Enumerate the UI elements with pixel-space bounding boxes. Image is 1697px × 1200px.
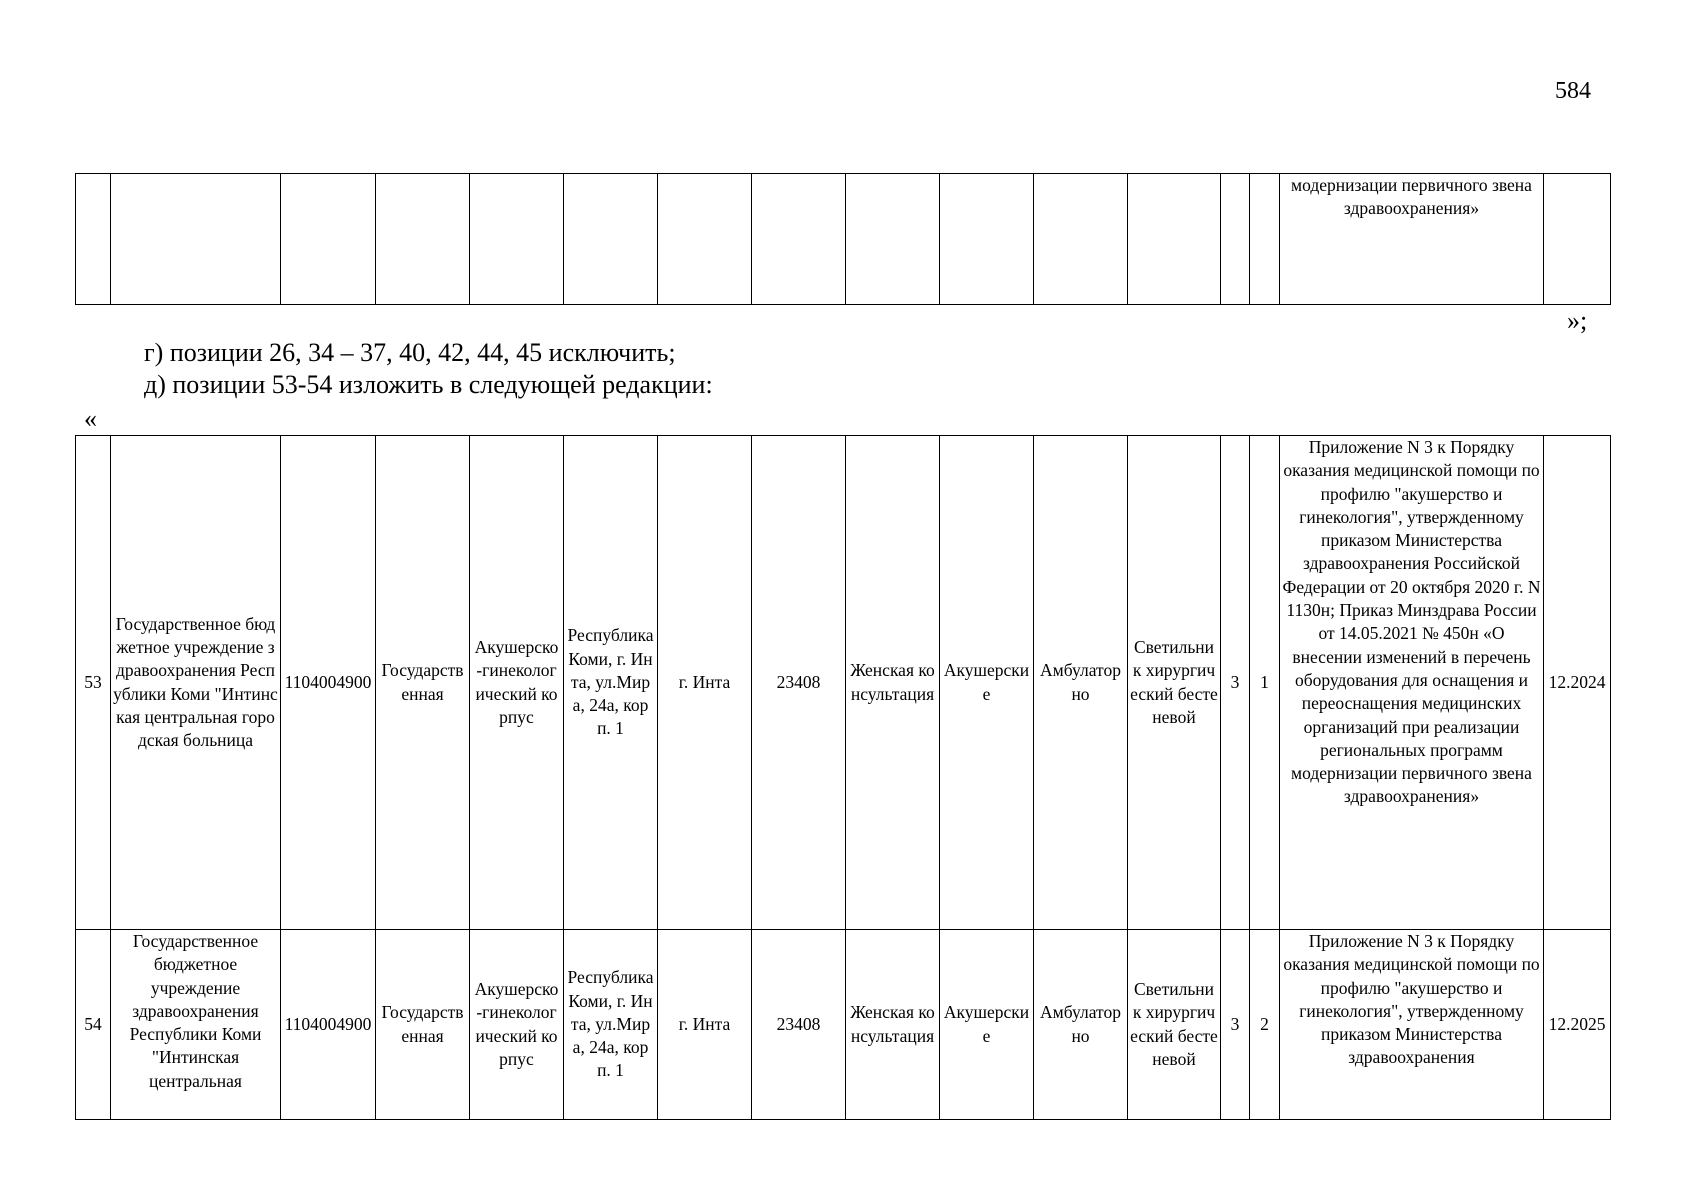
cell-code: 1104004900 <box>281 436 376 930</box>
closing-quote: »; <box>1567 306 1588 335</box>
cell-unit: Женская консультация <box>846 436 940 930</box>
cell-city <box>658 174 752 305</box>
cell-num: 54 <box>76 930 111 1120</box>
cell-qty2: 2 <box>1250 930 1280 1120</box>
equipment-table <box>75 435 1611 1120</box>
cell-care-type: Амбулаторно <box>1034 436 1128 930</box>
cell-unit <box>846 174 940 305</box>
cell-qty1: 3 <box>1221 436 1250 930</box>
cell-document: модернизации первичного звена здравоохранения» <box>1280 174 1544 305</box>
cell-org: Государственное бюджетное учреждение здравоохранения Республики Коми "Интинская центральная городская больница <box>111 436 281 930</box>
page-number: 584 <box>1555 78 1591 104</box>
cell-address: Республика Коми, г. Инта, ул.Мира, 24а, корп. 1 <box>564 930 658 1120</box>
cell-ownership: Государственная <box>376 930 470 1120</box>
cell-code: 1104004900 <box>281 930 376 1120</box>
cell-oktmo <box>752 174 846 305</box>
cell-building <box>470 174 564 305</box>
cell-equipment <box>1128 174 1221 305</box>
table-row <box>76 174 1611 305</box>
cell-num: 53 <box>76 436 111 930</box>
table-row <box>76 436 1611 930</box>
cell-ownership <box>376 174 470 305</box>
cell-city: г. Инта <box>658 436 752 930</box>
cell-qty2: 1 <box>1250 436 1280 930</box>
cell-city: г. Инта <box>658 930 752 1120</box>
cell-qty1: 3 <box>1221 930 1250 1120</box>
cell-document: Приложение N 3 к Порядку оказания медицинской помощи по профилю "акушерство и гинекология", утвержденному приказом Министерства здравоохранения Российской Федерации от 20 октября 2020 г. N 1130н; Приказ Минздрава России от 14.05.2021 № 450н «О внесении изменений в перечень оборудования для оснащения и переоснащения медицинских организаций при реализации региональных программ модернизации первичного звена здравоохранения» <box>1280 436 1544 930</box>
table-row <box>76 930 1611 1120</box>
cell-date <box>1544 174 1611 305</box>
cell-profile: Акушерские <box>940 436 1034 930</box>
cell-oktmo: 23408 <box>752 436 846 930</box>
cell-org: Государственное бюджетное учреждение здравоохранения Республики Коми "Интинская центральная <box>111 930 281 1120</box>
paragraph-g: г) позиции 26, 34 – 37, 40, 42, 44, 45 исключить; <box>144 338 676 367</box>
cell-building: Акушерско-гинекологический корпус <box>470 436 564 930</box>
table-fragment-top <box>75 173 1611 305</box>
cell-building: Акушерско-гинекологический корпус <box>470 930 564 1120</box>
cell-code <box>281 174 376 305</box>
cell-address: Республика Коми, г. Инта, ул.Мира, 24а, корп. 1 <box>564 436 658 930</box>
cell-unit: Женская консультация <box>846 930 940 1120</box>
cell-profile: Акушерские <box>940 930 1034 1120</box>
cell-document: Приложение N 3 к Порядку оказания медицинской помощи по профилю "акушерство и гинекология", утвержденному приказом Министерства здравоохранения <box>1280 930 1544 1120</box>
cell-care-type <box>1034 174 1128 305</box>
cell-care-type: Амбулаторно <box>1034 930 1128 1120</box>
cell-num <box>76 174 111 305</box>
opening-quote: « <box>84 404 97 433</box>
cell-date: 12.2024 <box>1544 436 1611 930</box>
cell-ownership: Государственная <box>376 436 470 930</box>
cell-qty2 <box>1250 174 1280 305</box>
cell-address <box>564 174 658 305</box>
cell-org <box>111 174 281 305</box>
cell-equipment: Светильник хирургический бестеневой <box>1128 436 1221 930</box>
paragraph-d: д) позиции 53-54 изложить в следующей редакции: <box>144 370 713 399</box>
cell-equipment: Светильник хирургический бестеневой <box>1128 930 1221 1120</box>
cell-qty1 <box>1221 174 1250 305</box>
cell-date: 12.2025 <box>1544 930 1611 1120</box>
cell-oktmo: 23408 <box>752 930 846 1120</box>
cell-profile <box>940 174 1034 305</box>
